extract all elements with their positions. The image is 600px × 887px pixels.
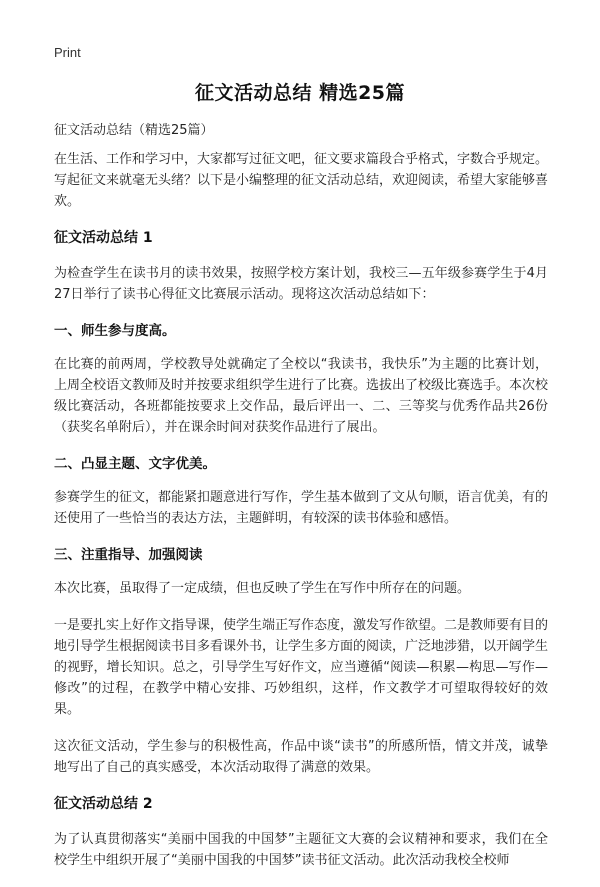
part-1-heading: 一、师生参与度高。 [54,323,176,339]
section-1-intro: 为检查学生在读书月的读书效果，按照学校方案计划，我校三—五年级参赛学生于4月27日举行了读书心得征文比赛展示活动。现将这次活动总结如下： [54,266,548,302]
intro-paragraph: 在生活、工作和学习中，大家都写过征文吧，征文要求篇段合乎格式，字数合乎规定。写起征文来就毫无头绪？以下是小编整理的征文活动总结，欢迎阅读，希望大家能够喜欢。 [54,152,549,209]
part-1-text: 在比赛的前两周，学校教导处就确定了全校以“我读书，我快乐”为主题的比赛计划，上周全校语文教师及时并按要求组织学生进行了比赛。选拔出了校级比赛选手。本次校级比赛活动，各班都能按要求上交作品，最后评出一、二、三等奖与优秀作品共26份（获奖名单附后），并在课余时间对获奖作品进行了展出。 [54,357,549,435]
section-2-text: 为了认真贯彻落实“美丽中国我的中国梦”主题征文大赛的会议精神和要求，我们在全校学生中组织开展了“美丽中国我的中国梦”读书征文活动。此次活动我校全校师 [54,832,548,868]
document-body [54,120,548,887]
section-1-heading: 征文活动总结 1 [54,230,153,246]
part-3-text-2: 一是要扎实上好作文指导课，使学生端正写作态度，激发写作欲望。二是教师要有目的地引导学生根据阅读书目多看课外书，让学生多方面的阅读，广泛地涉猎，以开阔学生的视野，增长知识。总之，引导学生写好作文，应当遵循“阅读—积累—构思—写作—修改”的过程，在教学中精心安排、巧妙组织，这样，作文教学才可望取得较好的效果。 [54,618,549,717]
print-link[interactable]: Print [54,45,81,60]
section-2-heading: 征文活动总结 2 [54,796,153,812]
document-subtitle: 征文活动总结（精选25篇） [54,123,214,138]
document-title: 征文活动总结 精选25篇 [194,82,406,104]
part-3-text-1: 本次比赛，虽取得了一定成绩，但也反映了学生在写作中所存在的问题。 [54,581,471,596]
part-3-text-3: 这次征文活动，学生参与的积极性高，作品中谈“读书”的所感所悟，情文并茂，诚挚地写出了自己的真实感受，本次活动取得了满意的效果。 [54,739,548,775]
part-2-text: 参赛学生的征文，都能紧扣题意进行写作，学生基本做到了文从句顺，语言优美，有的还使用了一些恰当的表达方法，主题鲜明，有较深的读书体验和感悟。 [54,490,549,526]
part-2-heading: 二、凸显主题、文字优美。 [54,456,216,472]
part-3-heading: 三、注重指导、加强阅读 [54,547,203,563]
